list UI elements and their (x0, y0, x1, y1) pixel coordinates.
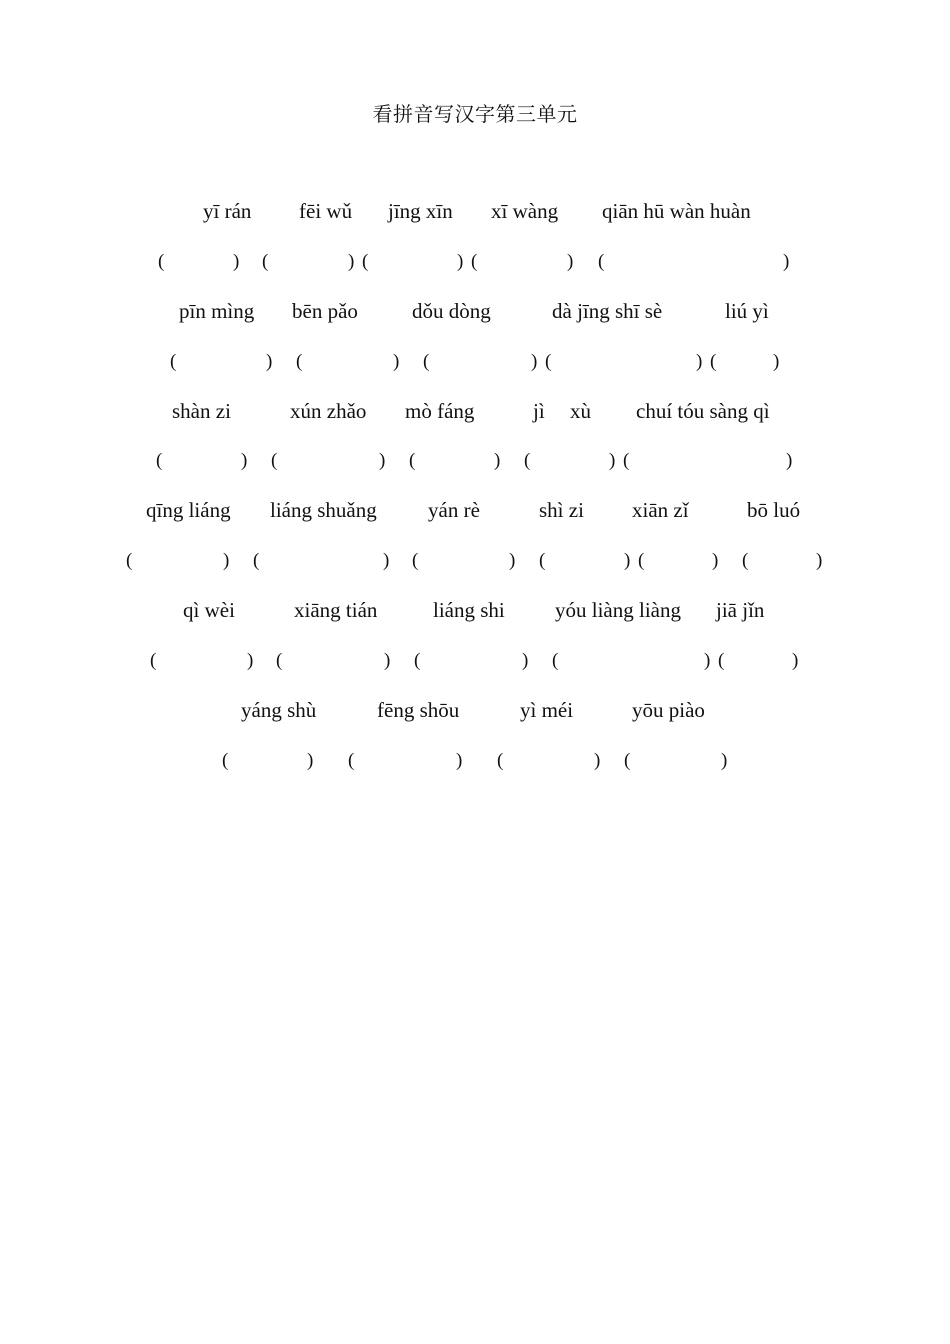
answer-blank-close: ) (266, 351, 273, 372)
answer-blank-close: ) (494, 450, 501, 471)
pinyin-word: pīn mìng (179, 299, 255, 323)
answer-blank-open: ( (539, 550, 546, 571)
pinyin-line-4 (0, 495, 950, 525)
answer-line-5 (0, 646, 950, 676)
answer-line-1 (0, 247, 950, 277)
page-title: 看拼音写汉字第三单元 (372, 102, 578, 126)
pinyin-word: qì wèi (183, 598, 235, 622)
pinyin-word: xún zhǎo (290, 399, 367, 423)
answer-blank-close: ) (379, 450, 386, 471)
answer-blank-open: ( (126, 550, 133, 571)
pinyin-line-1 (0, 196, 950, 226)
answer-blank-open: ( (524, 450, 531, 471)
answer-blank-close: ) (384, 650, 391, 671)
pinyin-word: bō luó (747, 498, 801, 522)
answer-blank-close: ) (457, 251, 464, 272)
pinyin-word: liú yì (725, 299, 769, 323)
answer-blank-open: ( (170, 351, 177, 372)
answer-blank-close: ) (783, 251, 790, 272)
answer-blank-close: ) (233, 251, 240, 272)
answer-blank-close: ) (721, 750, 728, 771)
answer-blank-open: ( (348, 750, 355, 771)
answer-line-2 (0, 347, 950, 377)
answer-blank-open: ( (271, 450, 278, 471)
answer-blank-open: ( (497, 750, 504, 771)
answer-blank-close: ) (348, 251, 355, 272)
pinyin-word: jì (533, 399, 545, 423)
answer-blank-open: ( (253, 550, 260, 571)
answer-blank-open: ( (624, 750, 631, 771)
pinyin-word: xiāng tián (294, 598, 378, 622)
answer-blank-open: ( (412, 550, 419, 571)
pinyin-word: yì méi (520, 698, 574, 722)
pinyin-line-2 (0, 296, 950, 326)
answer-blank-open: ( (276, 650, 283, 671)
pinyin-word: yáng shù (241, 698, 317, 722)
answer-blank-open: ( (552, 650, 559, 671)
pinyin-word: chuí tóu sàng qì (636, 399, 770, 423)
answer-blank-close: ) (509, 550, 516, 571)
pinyin-word: liáng shi (433, 598, 505, 622)
answer-blank-close: ) (712, 550, 719, 571)
answer-blank-close: ) (704, 650, 711, 671)
answer-blank-close: ) (247, 650, 254, 671)
answer-blank-open: ( (262, 251, 269, 272)
answer-line-6 (0, 746, 950, 776)
pinyin-word: yóu liàng liàng (555, 598, 681, 622)
answer-blank-open: ( (718, 650, 725, 671)
answer-blank-open: ( (423, 351, 430, 372)
pinyin-word: yán rè (428, 498, 480, 522)
pinyin-word: shàn zi (172, 399, 231, 423)
pinyin-word: fēng shōu (377, 698, 460, 722)
pinyin-word: liáng shuǎng (270, 498, 377, 522)
answer-blank-close: ) (241, 450, 248, 471)
answer-blank-close: ) (456, 750, 463, 771)
pinyin-word: yī rán (203, 199, 252, 223)
pinyin-word: dà jīng shī sè (552, 299, 663, 323)
answer-blank-close: ) (816, 550, 823, 571)
answer-blank-close: ) (786, 450, 793, 471)
answer-line-3 (0, 446, 950, 476)
pinyin-word: xù (570, 399, 591, 423)
pinyin-word: qiān hū wàn huàn (602, 199, 751, 223)
pinyin-word: jīng xīn (388, 199, 453, 223)
answer-blank-open: ( (296, 351, 303, 372)
pinyin-word: bēn pǎo (292, 299, 358, 323)
pinyin-word: xiān zǐ (632, 498, 689, 522)
answer-blank-open: ( (150, 650, 157, 671)
pinyin-word: jiā jǐn (716, 598, 765, 622)
answer-blank-close: ) (792, 650, 799, 671)
answer-blank-open: ( (158, 251, 165, 272)
answer-blank-open: ( (414, 650, 421, 671)
answer-blank-open: ( (362, 251, 369, 272)
answer-blank-close: ) (594, 750, 601, 771)
answer-blank-close: ) (223, 550, 230, 571)
pinyin-word: shì zi (539, 498, 584, 522)
pinyin-word: qīng liáng (146, 498, 231, 522)
answer-blank-close: ) (531, 351, 538, 372)
answer-blank-open: ( (409, 450, 416, 471)
pinyin-word: dǒu dòng (412, 299, 491, 323)
answer-blank-close: ) (609, 450, 616, 471)
answer-blank-open: ( (623, 450, 630, 471)
answer-blank-open: ( (545, 351, 552, 372)
answer-blank-open: ( (598, 251, 605, 272)
answer-blank-close: ) (307, 750, 314, 771)
answer-blank-open: ( (638, 550, 645, 571)
pinyin-word: xī wàng (491, 199, 559, 223)
answer-blank-open: ( (156, 450, 163, 471)
answer-blank-open: ( (710, 351, 717, 372)
answer-blank-close: ) (624, 550, 631, 571)
pinyin-word: yōu piào (632, 698, 705, 722)
answer-blank-close: ) (773, 351, 780, 372)
answer-blank-close: ) (393, 351, 400, 372)
answer-blank-open: ( (471, 251, 478, 272)
pinyin-word: mò fáng (405, 399, 475, 423)
answer-blank-open: ( (742, 550, 749, 571)
answer-blank-close: ) (567, 251, 574, 272)
answer-blank-close: ) (383, 550, 390, 571)
answer-blank-open: ( (222, 750, 229, 771)
pinyin-word: fēi wǔ (299, 199, 353, 223)
answer-blank-close: ) (696, 351, 703, 372)
answer-line-4 (0, 546, 950, 576)
answer-blank-close: ) (522, 650, 529, 671)
pinyin-line-6 (0, 695, 950, 725)
pinyin-line-5 (0, 595, 950, 625)
pinyin-line-3 (0, 396, 950, 426)
